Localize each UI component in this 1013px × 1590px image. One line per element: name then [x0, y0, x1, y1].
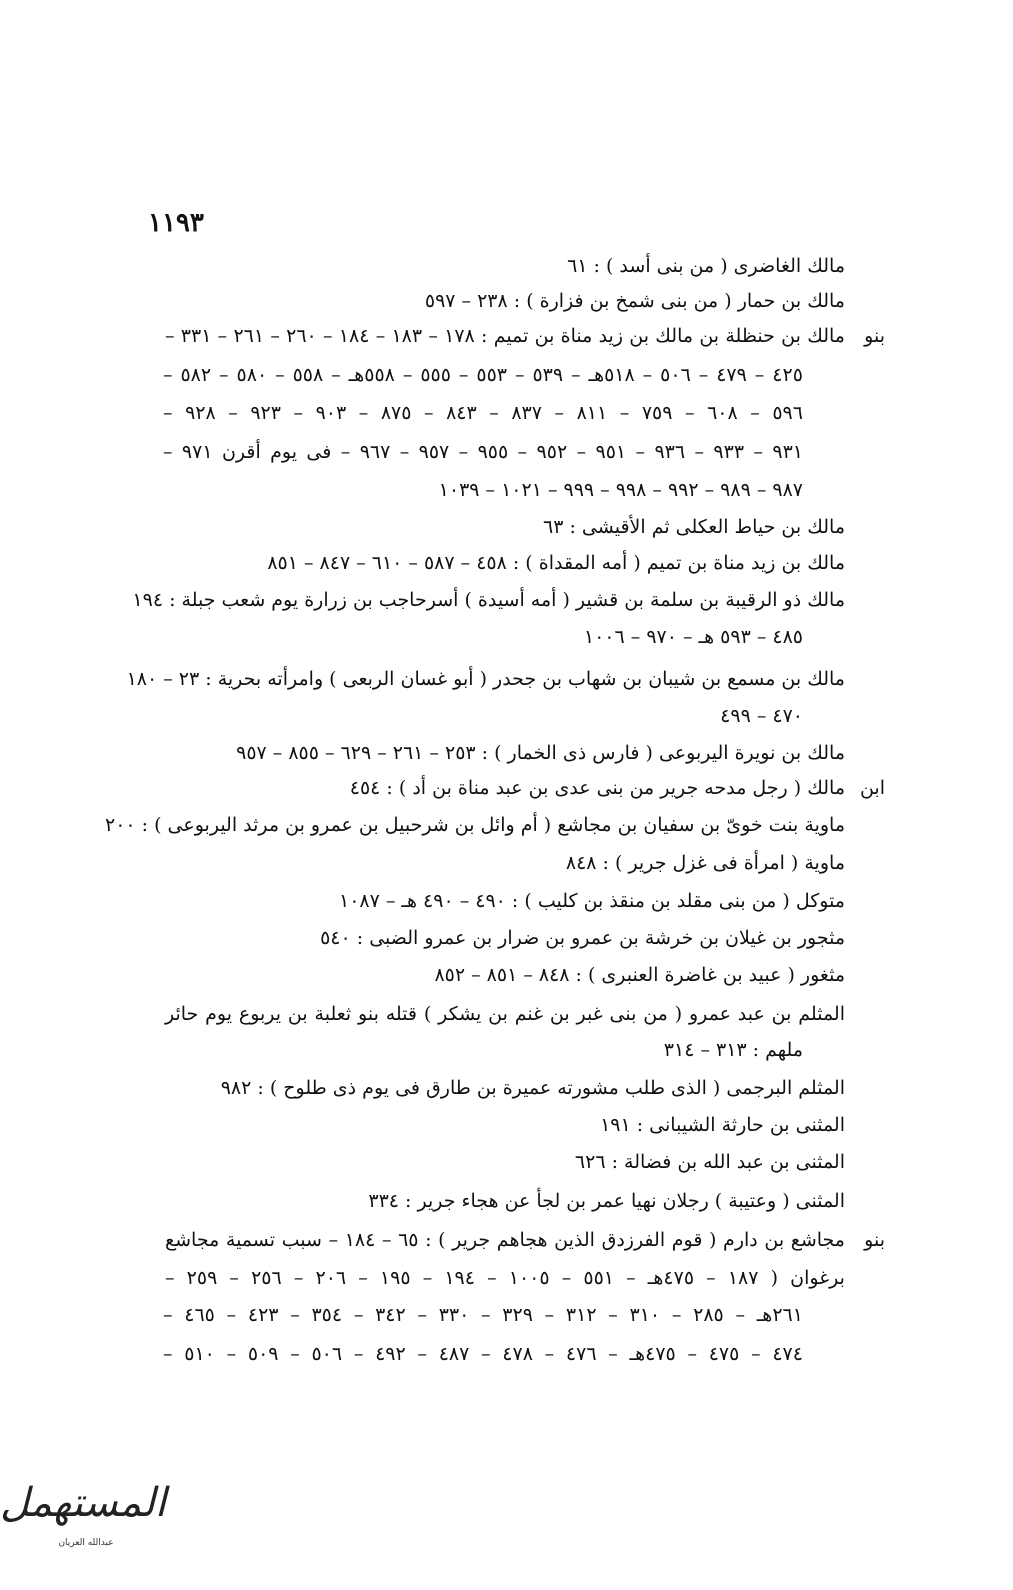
index-line-6: ٩٣١ – ٩٣٣ – ٩٣٦ – ٩٥١ – ٩٥٢ – ٩٥٥ – ٩٥٧ – ٩٦٧ – فى يوم أقرن ٩٧١ –	[163, 441, 803, 463]
index-line-20: مثغور ( عبيد بن غاضرة العنبرى ) : ٨٤٨ – ٨٥١ – ٨٥٢	[434, 964, 845, 986]
index-line-30: ٤٧٤ – ٤٧٥ – ٤٧٥هـ – ٤٧٦ – ٤٧٨ – ٤٨٧ – ٤٩٢ – ٥٠٦ – ٥٠٩ – ٥١٠ –	[163, 1343, 803, 1365]
logo-subtext: عبدالله العريان	[58, 1538, 114, 1548]
index-line-13: ٤٧٠ – ٤٩٩	[720, 705, 803, 727]
index-line-14: مالك بن نويرة اليربوعى ( فارس ذى الخمار ) : ٢٥٣ – ٢٦١ – ٦٢٩ – ٨٥٥ – ٩٥٧	[236, 742, 845, 764]
index-line-23: المثلم البرجمى ( الذى طلب مشورته عميرة بن طارق فى يوم ذى طلوح ) : ٩٨٢	[220, 1077, 845, 1099]
index-line-3: مالك بن حنظلة بن مالك بن زيد مناة بن تميم : ١٧٨ – ١٨٣ – ١٨٤ – ٢٦٠ – ٢٦١ – ٣٣١ –	[165, 325, 845, 347]
index-line-4: ٤٢٥ – ٤٧٩ – ٥٠٦ – ٥١٨هـ – ٥٣٩ – ٥٥٣ – ٥٥٥ – ٥٥٨هـ – ٥٥٨ – ٥٨٠ – ٥٨٢ –	[163, 364, 803, 386]
prefix-bano-1: بنو	[864, 325, 885, 347]
prefix-ibn-1: ابن	[859, 777, 885, 799]
page-number: ١١٩٣	[148, 208, 204, 238]
index-line-29: ٢٦١هـ – ٢٨٥ – ٣١٠ – ٣١٢ – ٣٢٩ – ٣٣٠ – ٣٤٢ – ٣٥٤ – ٤٢٣ – ٤٦٥ –	[163, 1304, 803, 1326]
index-line-26: المثنى ( وعتيبة ) رجلان نهيا عمر بن لجأ عن هجاء جرير : ٣٣٤	[368, 1190, 845, 1212]
calligraphy-logo	[0, 1480, 166, 1570]
index-line-7: ٩٨٧ – ٩٨٩ – ٩٩٢ – ٩٩٨ – ٩٩٩ – ١٠٢١ – ١٠٣٩	[438, 479, 803, 501]
index-line-11: ٤٨٥ – ٥٩٣ هـ – ٩٧٠ – ١٠٠٦	[583, 626, 803, 648]
index-line-22: ملهم : ٣١٣ – ٣١٤	[663, 1039, 803, 1061]
index-line-17: ماوية ( امرأة فى غزل جرير ) : ٨٤٨	[565, 852, 845, 874]
index-line-24: المثنى بن حارثة الشيبانى : ١٩١	[600, 1114, 845, 1136]
index-line-18: متوكل ( من بنى مقلد بن منقذ بن كليب ) : ٤٩٠ – ٤٩٠ هـ – ١٠٨٧	[339, 890, 845, 912]
index-line-15: مالك ( رجل مدحه جرير من بنى عدى بن عبد مناة بن أد ) : ٤٥٤	[349, 777, 845, 799]
index-line-1: مالك الغاضرى ( من بنى أسد ) : ٦١	[567, 255, 845, 277]
index-line-25: المثنى بن عبد الله بن فضالة : ٦٢٦	[574, 1151, 845, 1173]
index-line-16: ماوية بنت خوىّ بن سفيان بن مجاشع ( أم وائل بن شرحبيل بن عمرو بن مرثد اليربوعى ) : ٢٠٠	[105, 814, 845, 836]
index-line-19: مثجور بن غيلان بن خرشة بن عمرو بن ضرار بن عمرو الضبى : ٥٤٠	[320, 927, 845, 949]
index-line-12: مالك بن مسمع بن شيبان بن شهاب بن جحدر ( أبو غسان الربعى ) وامرأته بحرية : ٢٣ – ١٨٠	[126, 668, 845, 690]
index-line-10: مالك ذو الرقيبة بن سلمة بن قشير ( أمه أسيدة ) أسرحاجب بن زرارة يوم شعب جبلة : ١٩٤	[132, 589, 845, 611]
index-line-5: ٥٩٦ – ٦٠٨ – ٧٥٩ – ٨١١ – ٨٣٧ – ٨٤٣ – ٨٧٥ – ٩٠٣ – ٩٢٣ – ٩٢٨ –	[163, 402, 803, 424]
index-line-28: برغوان ( ١٨٧ – ٤٧٥هـ – ٥٥١ – ١٠٠٥ – ١٩٤ – ١٩٥ – ٢٠٦ – ٢٥٦ – ٢٥٩ –	[165, 1267, 845, 1289]
index-line-27: مجاشع بن دارم ( قوم الفرزدق الذين هجاهم جرير ) : ٦٥ – ١٨٤ – سبب تسمية مجاشع	[165, 1229, 845, 1251]
index-line-9: مالك بن زيد مناة بن تميم ( أمه المقداة ) : ٤٥٨ – ٥٨٧ – ٦١٠ – ٨٤٧ – ٨٥١	[267, 552, 845, 574]
logo-text: المستهمل	[0, 1480, 166, 1526]
index-line-21: المثلم بن عبد عمرو ( من بنى غبر بن غنم بن يشكر ) قتله بنو ثعلبة بن يربوع يوم حائر	[165, 1003, 845, 1025]
index-line-2: مالك بن حمار ( من بنى شمخ بن فزارة ) : ٢٣٨ – ٥٩٧	[424, 290, 845, 312]
index-line-8: مالك بن حياط العكلى ثم الأقيشى : ٦٣	[543, 516, 845, 538]
prefix-bano-2: بنو	[864, 1229, 885, 1251]
